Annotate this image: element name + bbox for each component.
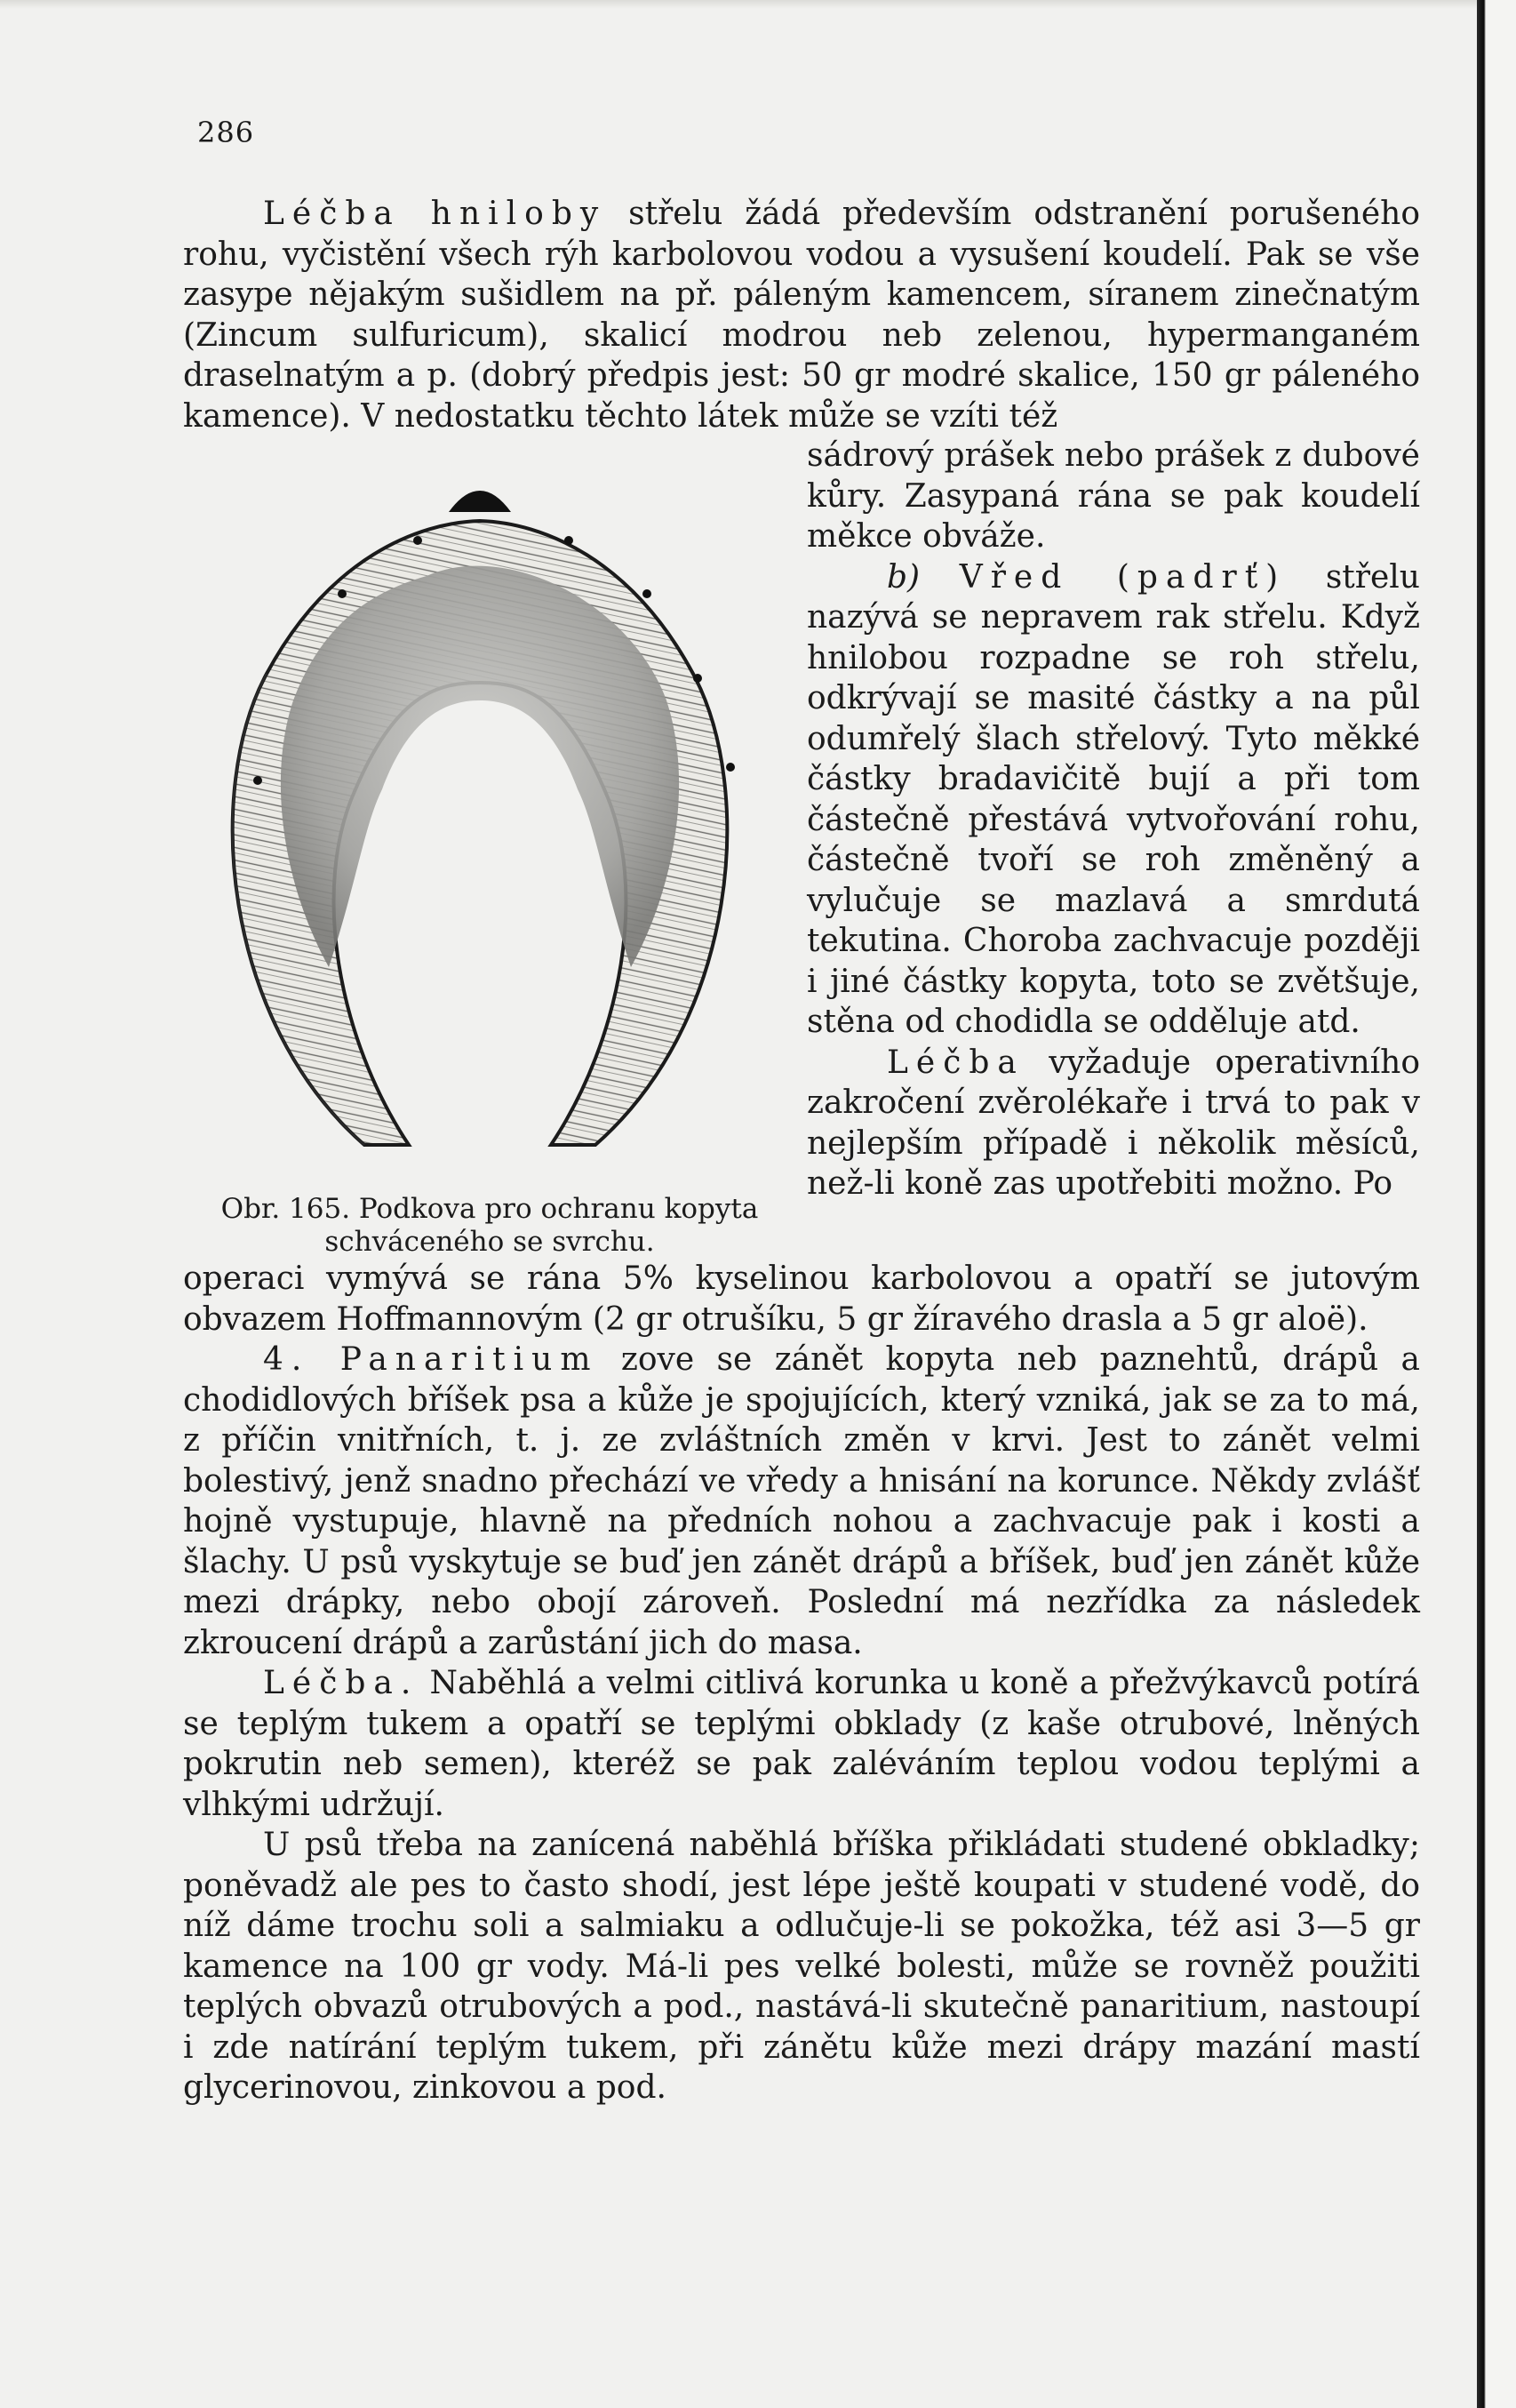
text-block-top	[183, 194, 1420, 436]
text-block-bottom	[183, 1259, 1420, 2108]
paragraph-text: vyžaduje operativního zakročení zvěrolékaře i trvá to pak v nejlepším případě i několik měsíců, než-li koně zas upotřebiti možno. Po	[807, 1044, 1420, 1202]
figure-caption-line: schváceného se svrchu.	[324, 1226, 655, 1258]
list-label: b)	[887, 558, 921, 596]
page-number: 286	[197, 116, 255, 149]
spaced-heading: Léčba hniloby	[263, 196, 607, 232]
horseshoe-illustration-icon	[204, 469, 791, 1172]
spaced-heading: Léčba.	[263, 1665, 419, 1701]
paragraph-lecba-panaritia	[183, 1663, 1420, 1825]
paragraph-continuation: sádrový prášek nebo prášek z dubové kůry. Zasypaná rána se pak koudelí měkce obváže.	[807, 437, 1420, 555]
spaced-heading: 4. Panaritium	[263, 1341, 599, 1378]
figure-caption-line: Obr. 165. Podkova pro ochranu kopyta	[220, 1193, 759, 1225]
text-block-right-of-figure	[807, 436, 1420, 1204]
paragraph-text: zove se zánět kopyta neb paznehtů, drápů a chodidlových bříšek psa a kůže je spojujících, který vzniká, jak se za to má, z příčin vnitřních, t. j. ze zvláštních změn v krvi. Jest to zánět velmi bolestivý, jenž snadno přechází ve vředy a hnisání na korunce. Někdy zvlášť hojně vystupuje, hlavně na předních nohou a zachvacuje pak i kosti a šlachy. U psů vyskytuje se buď jen zánět drápů a bříšek, buď jen zánět kůže mezi drápky, nebo obojí zároveň. Poslední má nezřídka za následek zkroucení drápů a zarůstání jich do masa.	[183, 1341, 1420, 1661]
paragraph-vred	[807, 557, 1420, 1043]
paragraph-operace: operaci vymývá se rána 5% kyselinou karbolovou a opatří se jutovým obvazem Hoffmannovým (2 gr otrušíku, 5 gr žíravého drasla a 5 gr aloë).	[183, 1260, 1420, 1338]
paragraph-lecba-vredu	[807, 1043, 1420, 1204]
book-spine-edge	[1477, 0, 1516, 2408]
paragraph-u-psu: U psů třeba na zanícená naběhlá bříška přikládati studené obkladky; poněvadž ale pes to často shodí, jest lépe ještě koupati v studené vodě, do níž dáme trochu soli a salmiaku a odlučuje-li se pokožka, též asi 3—5 gr kamence na 100 gr vody. Má-li pes velké bolesti, může se rovněž použiti teplých obvazů otrubových a pod., nastává-li skutečně panaritium, nastoupí i zde natírání teplým tukem, při zánětu kůže mezi drápy mazání mastí glycerinovou, zinkovou a pod.	[183, 1827, 1420, 2106]
paragraph-text: střelu žádá především odstranění porušeného rohu, vyčistění všech rýh karbolovou vodou a vysušení koudelí. Pak se vše zasype nějakým sušidlem na př. páleným kamencem, síranem zinečnatým (Zincum sulfuricum), skalicí modrou neb zelenou, hypermanganém draselnatým a p. (dobrý předpis jest: 50 gr modré skalice, 150 gr páleného kamence). V nedostatku těchto látek může se vzíti též	[183, 196, 1420, 435]
page-top-edge	[0, 0, 1516, 9]
horseshoe-figure	[183, 469, 796, 1243]
figure-caption	[183, 1193, 796, 1259]
paragraph-text: Naběhlá a velmi citlivá korunka u koně a přežvýkavců potírá se teplým tukem a opatří se teplými obklady (z kaše otrubové, lněných pokrutin neb semen), kteréž se pak zaléváním teplou vodou teplými a vlhkými udržují.	[183, 1665, 1420, 1823]
spaced-heading: Léčba	[887, 1044, 1025, 1081]
paragraph-lecba-hniloby	[183, 194, 1420, 436]
spaced-heading: Vřed (padrť)	[959, 558, 1287, 596]
paragraph-text: střelu nazývá se nepravem rak střelu. Když hnilobou rozpadne se roh střelu, odkrývají se masité částky a na půl odumřelý šlach střelový. Tyto měkké částky bradavičitě bují a při tom částečně přestává vytvořování rohu, částečně tvoří se roh změněný a vylučuje se mazlavá a smrdutá tekutina. Choroba zachvacuje později i jiné částky kopyta, toto se zvětšuje, stěna od chodidla se odděluje atd.	[807, 558, 1420, 1040]
paragraph-panaritium	[183, 1340, 1420, 1663]
